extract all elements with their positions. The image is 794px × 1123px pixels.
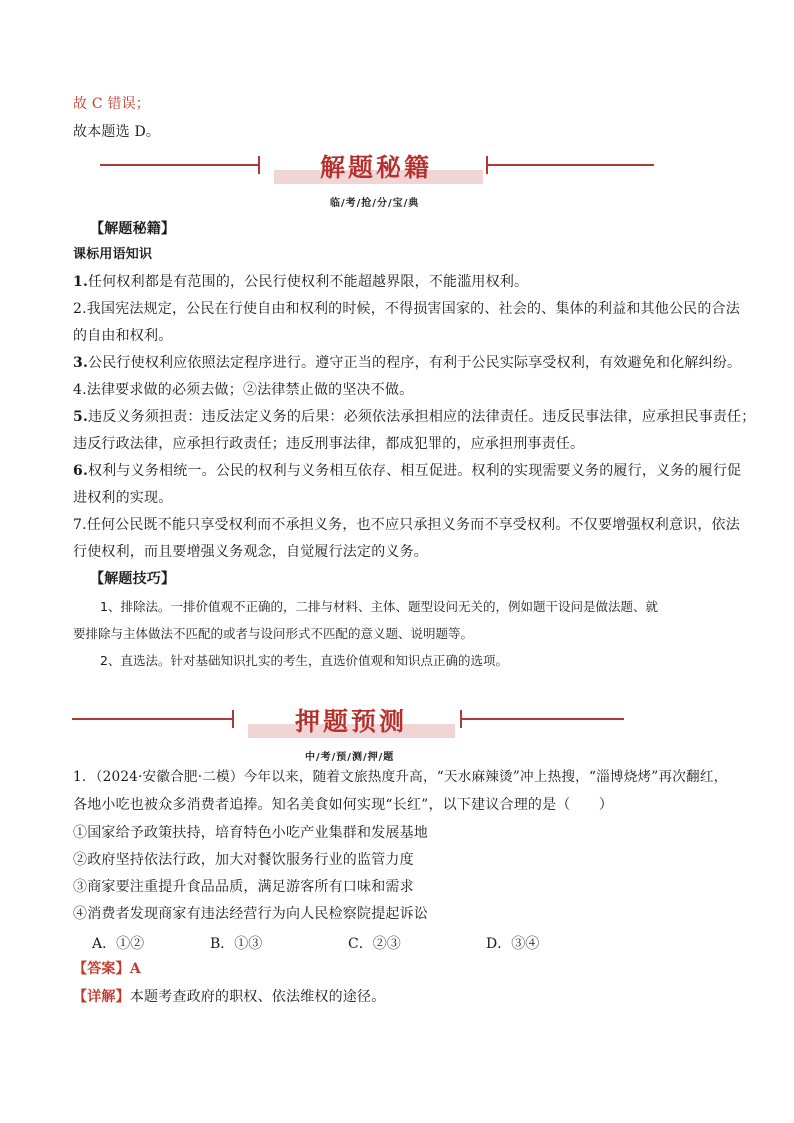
banner-title: 押题预测 bbox=[295, 707, 408, 736]
question-stem-2: 各地小吃也被众多消费者追捧。知名美食如何实现“长红”，以下建议合理的是（ ） bbox=[73, 797, 614, 813]
knowledge-item-6a bbox=[73, 462, 741, 480]
item-text: 公民行使权利应依照法定程序进行。遵守正当的程序，有利于公民实际享受权利，有效避免和化解纠纷。 bbox=[88, 355, 742, 371]
option-c: C．②③ bbox=[348, 936, 401, 952]
answer-line bbox=[73, 960, 141, 978]
question-stem-1: 1．（2024·安徽合肥·二模）今年以来，随着文旅热度升高，“天水麻辣烫”冲上热搜，“淄博烧烤”再次翻红， bbox=[73, 769, 728, 785]
skill-1b: 要排除与主体做法不匹配的或者与设问形式不匹配的意义题、说明题等。 bbox=[73, 626, 474, 641]
banner-title: 解题秘籍 bbox=[320, 153, 433, 182]
knowledge-item-2a: 2.我国宪法规定，公民在行使自由和权利的时候，不得损害国家的、社会的、集体的利益和其他公民的合法 bbox=[73, 301, 740, 317]
item-number: 3. bbox=[73, 355, 89, 371]
detail-text: 本题考查政府的职权、依法维权的途径。 bbox=[129, 989, 386, 1005]
option-d: D．③④ bbox=[486, 936, 540, 952]
detail-line bbox=[73, 988, 385, 1006]
item-number: 1. bbox=[73, 274, 89, 290]
item-text: 违反义务须担责：违反法定义务的后果：必须依法承担相应的法律责任。违反民事法律，应承担民事责任； bbox=[88, 409, 756, 425]
banner-rule-left bbox=[72, 718, 232, 720]
item-text: 任何权利都是有范围的，公民行使权利不能超越界限，不能滥用权利。 bbox=[88, 274, 529, 290]
detail-label: 【详解】 bbox=[73, 989, 130, 1005]
knowledge-item-6b: 进权利的实现。 bbox=[73, 490, 173, 506]
banner-subtitle: 临/考/抢/分/宝/典 bbox=[330, 198, 420, 209]
skill-1a: 1、排除法。一排价值观不正确的，二排与材料、主体、题型设问无关的，例如题干设问是做法题、就 bbox=[100, 599, 658, 614]
banner-rule-right bbox=[462, 718, 624, 720]
knowledge-item-7b: 行使权利，而且要增强义务观念，自觉履行法定的义务。 bbox=[73, 544, 428, 560]
statement-3: ③商家要注重提升食品品质，满足游客所有口味和需求 bbox=[73, 879, 414, 895]
knowledge-item-1 bbox=[73, 273, 528, 291]
knowledge-item-4: 4.法律要求做的必须去做；②法律禁止做的坚决不做。 bbox=[73, 382, 414, 398]
banner-subtitle: 中/考/预/测/押/题 bbox=[305, 752, 395, 763]
secrets-subheading: 课标用语知识 bbox=[73, 247, 153, 262]
knowledge-item-2b: 的自由和权利。 bbox=[73, 328, 173, 344]
option-a: A．①② bbox=[92, 936, 145, 952]
conclusion-line-1: 故 C 错误； bbox=[73, 96, 151, 112]
banner-rule-left bbox=[100, 164, 258, 166]
knowledge-item-3 bbox=[73, 354, 741, 372]
statement-2: ②政府坚持依法行政，加大对餐饮服务行业的监管力度 bbox=[73, 852, 414, 868]
knowledge-item-5a bbox=[73, 408, 755, 426]
answer-label: 【答案】 bbox=[73, 961, 130, 977]
banner-rule-right bbox=[488, 164, 654, 166]
skills-heading: 【解题技巧】 bbox=[90, 571, 176, 587]
banner-tick-left bbox=[258, 156, 260, 174]
item-text: 权利与义务相统一。公民的权利与义务相互依存、相互促进。权利的实现需要义务的履行，义务的履行促 bbox=[88, 463, 742, 479]
option-b: B．①③ bbox=[210, 936, 263, 952]
statement-4: ④消费者发现商家有违法经营行为向人民检察院提起诉讼 bbox=[73, 906, 428, 922]
skill-2: 2、直选法。针对基础知识扎实的考生，直选价值观和知识点正确的选项。 bbox=[100, 653, 508, 668]
secrets-heading: 【解题秘籍】 bbox=[90, 221, 176, 237]
conclusion-line-2: 故本题选 D。 bbox=[73, 124, 161, 140]
item-number: 6. bbox=[73, 463, 89, 479]
answer-value: A bbox=[129, 961, 141, 977]
item-number: 5. bbox=[73, 409, 89, 425]
statement-1: ①国家给予政策扶持，培育特色小吃产业集群和发展基地 bbox=[73, 825, 428, 841]
knowledge-item-7a: 7.任何公民既不能只享受权利而不承担义务，也不应只承担义务而不享受权利。不仅要增强权利意识，依法 bbox=[73, 517, 740, 533]
knowledge-item-5b: 违反行政法律，应承担行政责任；违反刑事法律，都成犯罪的，应承担刑事责任。 bbox=[73, 436, 585, 452]
banner-tick-left bbox=[232, 710, 234, 728]
